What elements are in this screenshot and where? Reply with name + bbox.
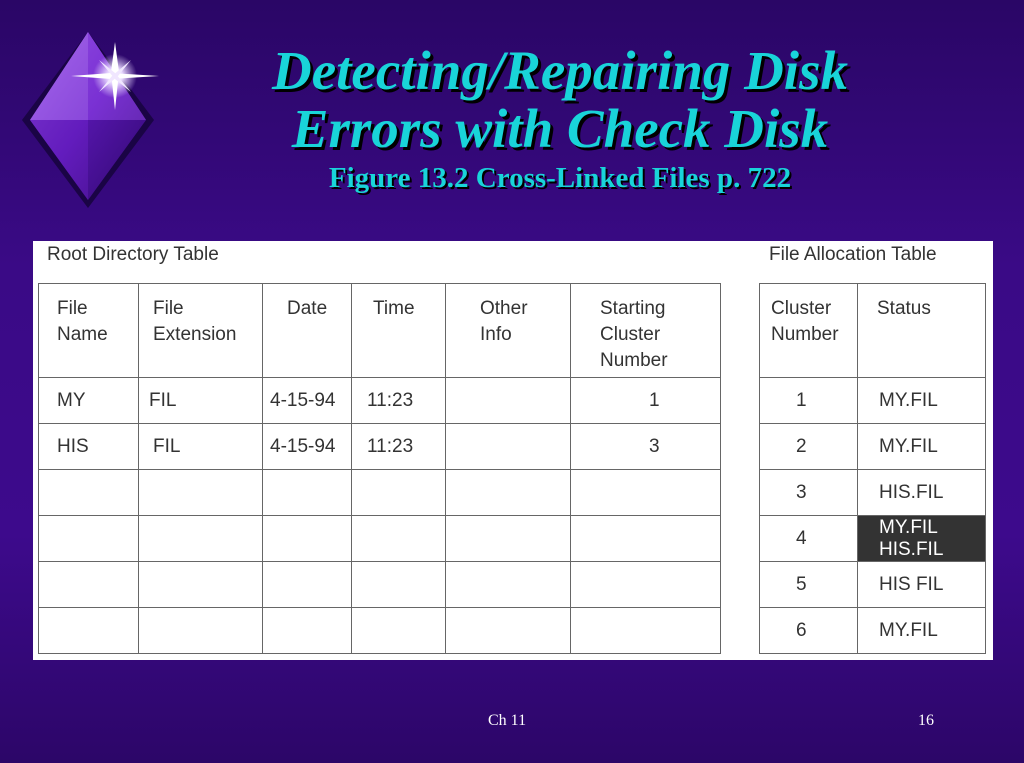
table-cell	[571, 516, 721, 562]
table-cell: FIL	[139, 378, 263, 424]
file-allocation-table-label: File Allocation Table	[769, 244, 937, 265]
table-cell	[446, 608, 571, 654]
table-cell	[263, 516, 352, 562]
footer-page-number: 16	[918, 712, 934, 729]
table-row	[39, 516, 721, 562]
column-header: Cluster Number	[760, 284, 858, 378]
cross-linked-files-figure	[33, 241, 993, 660]
table-cell	[352, 562, 446, 608]
column-header: Time	[352, 284, 446, 378]
table-row	[39, 424, 721, 470]
table-cell	[39, 608, 139, 654]
table-header-row	[39, 284, 721, 378]
table-cell	[571, 470, 721, 516]
root-directory-table	[38, 283, 721, 654]
table-cell	[446, 470, 571, 516]
table-cell: FIL	[139, 424, 263, 470]
slide-title-line1: Detecting/Repairing Disk	[272, 40, 848, 101]
table-cell: 4-15-94	[263, 378, 352, 424]
footer-chapter: Ch 11	[488, 712, 527, 729]
cross-linked-status-cell: MY.FIL HIS.FIL	[858, 516, 986, 562]
table-cell: 6	[760, 608, 858, 654]
column-header: File Name	[39, 284, 139, 378]
slide-title-line2: Errors with Check Disk	[291, 98, 829, 159]
column-header: Other Info	[446, 284, 571, 378]
table-cell: HIS FIL	[858, 562, 986, 608]
table-cell: 3	[571, 424, 721, 470]
table-cell	[139, 608, 263, 654]
column-header: Starting Cluster Number	[571, 284, 721, 378]
table-row	[760, 378, 986, 424]
table-cell: MY	[39, 378, 139, 424]
table-cell	[352, 470, 446, 516]
table-cell	[139, 516, 263, 562]
table-cell	[139, 562, 263, 608]
table-cell: 3	[760, 470, 858, 516]
root-directory-table-label: Root Directory Table	[47, 244, 219, 265]
table-row	[39, 608, 721, 654]
table-row	[760, 562, 986, 608]
table-cell	[571, 608, 721, 654]
table-cell	[139, 470, 263, 516]
table-cell: 4-15-94	[263, 424, 352, 470]
table-cell	[446, 424, 571, 470]
table-cell: 11:23	[352, 424, 446, 470]
diamond-star-icon	[18, 28, 168, 213]
table-cell	[263, 470, 352, 516]
table-cell	[446, 562, 571, 608]
table-row	[39, 378, 721, 424]
figure-caption: Figure 13.2 Cross-Linked Files p. 722	[328, 162, 792, 194]
table-cell	[571, 562, 721, 608]
table-cell	[39, 562, 139, 608]
table-row-cross-linked	[760, 516, 986, 562]
column-header: Status	[858, 284, 986, 378]
table-cell	[263, 608, 352, 654]
file-allocation-table	[759, 283, 986, 654]
table-cell	[39, 470, 139, 516]
table-cell	[446, 378, 571, 424]
table-cell: HIS	[39, 424, 139, 470]
column-header: File Extension	[139, 284, 263, 378]
table-cell: MY.FIL	[858, 378, 986, 424]
table-cell	[446, 516, 571, 562]
table-header-row	[760, 284, 986, 378]
table-cell: HIS.FIL	[858, 470, 986, 516]
table-cell	[352, 608, 446, 654]
table-row	[760, 608, 986, 654]
table-cell: 1	[571, 378, 721, 424]
table-cell	[352, 516, 446, 562]
table-cell: 1	[760, 378, 858, 424]
table-row	[760, 424, 986, 470]
table-cell: 4	[760, 516, 858, 562]
table-cell: 5	[760, 562, 858, 608]
table-cell	[263, 562, 352, 608]
table-row	[39, 562, 721, 608]
table-row	[39, 470, 721, 516]
table-cell: MY.FIL	[858, 608, 986, 654]
column-header: Date	[263, 284, 352, 378]
table-cell	[39, 516, 139, 562]
table-cell: MY.FIL	[858, 424, 986, 470]
table-row	[760, 470, 986, 516]
table-cell: 11:23	[352, 378, 446, 424]
table-cell: 2	[760, 424, 858, 470]
